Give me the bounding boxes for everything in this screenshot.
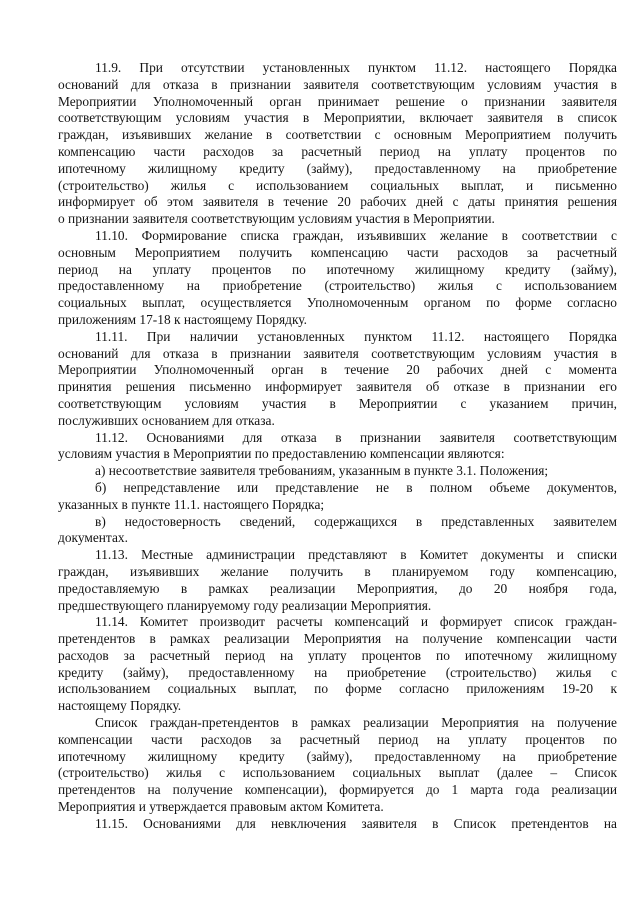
text-line: ипотечному жилищному кредиту (займу), предоставленному на приобретение [58,160,617,176]
text-line: соответствующим условиям участия в Мероприятии, включает заявителя в список [58,110,617,126]
text-line: предшествующего планируемому году реализации Мероприятия. [58,597,432,613]
text-line: основным Мероприятием получить компенсацию части расходов за расчетный [58,244,617,260]
text-line: социальных выплат, осуществляется Уполномоченным органом по форме согласно [58,295,617,311]
text-line: период на уплату процентов по ипотечному жилищному кредиту (займу), [58,261,617,277]
para-11-12-b [58,480,617,514]
text-line: Мероприятии Уполномоченный орган принимает решение о признании заявителя [58,93,617,109]
text-line: б) непредставление или представление не в полном объеме документов, [95,479,617,495]
text-line: условиям участия в Мероприятии по предоставлению компенсации являются: [58,446,505,462]
para-11-12-a [58,463,617,480]
text-line: предоставленному на приобретение (строительство) жилья с использованием [58,278,617,294]
para-11-15 [58,816,617,833]
para-applicants-list [58,715,617,816]
text-line: использованием социальных выплат, по форме согласно приложениям 19-20 к [58,681,617,697]
para-11-13 [58,547,617,614]
para-11-10 [58,228,617,329]
text-line: расходов за расчетный период на уплату процентов по ипотечному жилищному [58,647,617,663]
text-line: Список граждан-претендентов в рамках реализации Мероприятия на получение [95,715,617,731]
text-line: приложениям 17-18 к настоящему Порядку. [58,311,307,327]
text-line: ипотечному жилищному кредиту (займу), предоставленному на приобретение [58,748,617,764]
text-line: а) несоответствие заявителя требованиям, указанным в пункте 3.1. Положения; [95,463,549,479]
text-line: в) недостоверность сведений, содержащихся в представленных заявителем [95,513,617,529]
text-line: (строительство) жилья с использованием социальных выплат, и письменно [58,177,617,193]
text-line: компенсацию части расходов за расчетный период на уплату процентов по [58,143,617,159]
text-line: 11.9. При отсутствии установленных пунктом 11.12. настоящего Порядка [95,60,617,75]
text-line: граждан, изъявивших желание в соответствии с основным Мероприятием получить [58,127,617,143]
text-line: Мероприятии Уполномоченный орган в течение 20 рабочих дней с момента [58,362,617,378]
text-line: претендентов в рамках реализации Мероприятия на получение компенсации части [58,631,617,647]
text-line: Мероприятия и утверждается правовым актом Комитета. [58,799,384,815]
text-line: (строительство) жилья с использованием социальных выплат (далее – Список [58,765,617,781]
text-line: настоящему Порядку. [58,698,182,714]
text-line: 11.15. Основаниями для невключения заявителя в Список претендентов на [95,815,617,831]
text-line: информирует об этом заявителя в течение 20 рабочих дней с даты принятия решения [58,194,617,210]
document-page [58,60,617,833]
text-line: 11.12. Основаниями для отказа в признании заявителя соответствующим [95,429,617,445]
text-line: кредиту (займу), предоставленному на приобретение (строительство) жилья с [58,664,617,680]
text-line: 11.14. Комитет производит расчеты компенсаций и формирует список граждан- [95,614,617,630]
para-11-12-v [58,514,617,548]
text-line: принятия решения письменно информирует заявителя об отказе в признании его [58,379,617,395]
text-line: оснований для отказа в признании заявителя соответствующим условиям участия в [58,76,617,92]
text-line: оснований для отказа в признании заявителя соответствующим условиям участия в [58,345,617,361]
para-11-11 [58,329,617,430]
text-line: претендентов на получение компенсации), формируется до 1 марта года реализации [58,782,617,798]
text-line: компенсации части расходов за расчетный период на уплату процентов по [58,731,617,747]
text-line: граждан, изъявивших желание получить в планируемом году компенсацию, [58,563,617,579]
para-11-9 [58,60,617,228]
para-11-14 [58,614,617,715]
text-line: соответствующим условиям участия в Мероприятии с указанием причин, [58,395,617,411]
text-line: 11.10. Формирование списка граждан, изъявивших желание в соответствии с [95,227,617,243]
text-line: документах. [58,530,128,546]
text-line: 11.11. При наличии установленных пунктом 11.12. настоящего Порядка [95,328,617,344]
text-line: о признании заявителя соответствующим условиям участия в Мероприятии. [58,211,495,227]
text-line: указанных в пункте 11.1. настоящего Порядка; [58,496,325,512]
para-11-12 [58,430,617,464]
text-line: послуживших основанием для отказа. [58,412,275,428]
text-line: предоставляемую в рамках реализации Мероприятия, до 20 ноября года, [58,580,617,596]
text-line: 11.13. Местные администрации представляют в Комитет документы и списки [95,547,617,563]
